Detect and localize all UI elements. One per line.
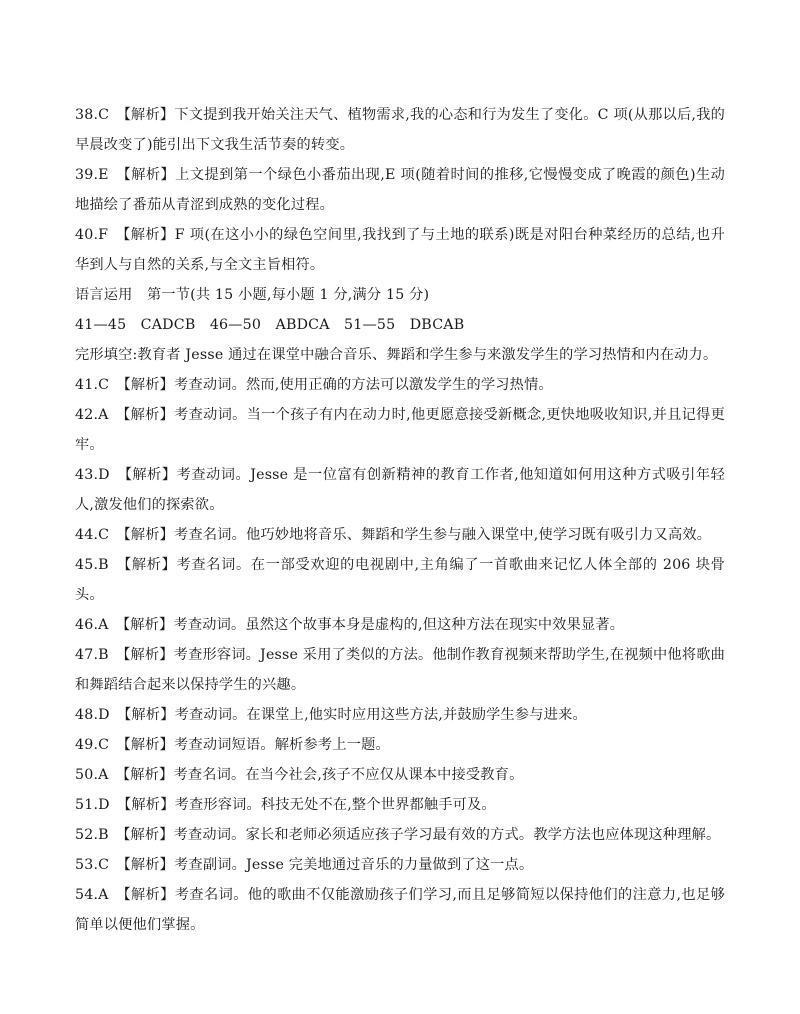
explanation-q38: 38.C 【解析】下文提到我开始关注天气、植物需求,我的心态和行为发生了变化。C 项(从那以后,我的早晨改变了)能引出下文我生活节奏的转变。 <box>75 107 725 153</box>
explanation-q48: 48.D 【解析】考查动词。在课堂上,他实时应用这些方法,并鼓励学生参与进来。 <box>75 707 587 723</box>
explanation-q53: 53.C 【解析】考查副词。Jesse 完美地通过音乐的力量做到了这一点。 <box>75 857 534 873</box>
answer-key-content <box>75 100 725 940</box>
cloze-summary: 完形填空:教育者 Jesse 通过在课堂中融合音乐、舞蹈和学生参与来激发学生的学习热情和内在动力。 <box>75 347 718 363</box>
answer-summary-row: 41—45 CADCB 46—50 ABDCA 51—55 DBCAB <box>75 317 465 333</box>
explanation-q47: 47.B 【解析】考查形容词。Jesse 采用了类似的方法。他制作教育视频来帮助学生,在视频中他将歌曲和舞蹈结合起来以保持学生的兴趣。 <box>75 647 725 693</box>
explanation-q39: 39.E 【解析】上文提到第一个绿色小番茄出现,E 项(随着时间的推移,它慢慢变成了晚霞的颜色)生动地描绘了番茄从青涩到成熟的变化过程。 <box>75 167 725 213</box>
explanation-q52: 52.B 【解析】考查动词。家长和老师必须适应孩子学习最有效的方式。教学方法也应体现这种理解。 <box>75 827 721 843</box>
explanation-q54: 54.A 【解析】考查名词。他的歌曲不仅能激励孩子们学习,而且足够简短以保持他们的注意力,也足够简单以便他们掌握。 <box>75 887 725 933</box>
explanation-q41: 41.C 【解析】考查动词。然而,使用正确的方法可以激发学生的学习热情。 <box>75 377 553 393</box>
explanation-q49: 49.C 【解析】考查动词短语。解析参考上一题。 <box>75 737 390 753</box>
explanation-q46: 46.A 【解析】考查动词。虽然这个故事本身是虚构的,但这种方法在现实中效果显著。 <box>75 617 625 633</box>
explanation-q45: 45.B 【解析】考查名词。在一部受欢迎的电视剧中,主角编了一首歌曲来记忆人体全部的 206 块骨头。 <box>75 557 725 603</box>
explanation-q40: 40.F 【解析】F 项(在这小小的绿色空间里,我找到了与土地的联系)既是对阳台种菜经历的总结,也升华到人与自然的关系,与全文主旨相符。 <box>75 227 725 273</box>
explanation-q42: 42.A 【解析】考查动词。当一个孩子有内在动力时,他更愿意接受新概念,更快地吸收知识,并且记得更牢。 <box>75 407 725 453</box>
explanation-q50: 50.A 【解析】考查名词。在当今社会,孩子不应仅从课本中接受教育。 <box>75 767 524 783</box>
explanation-q51: 51.D 【解析】考查形容词。科技无处不在,整个世界都触手可及。 <box>75 797 496 813</box>
explanation-q44: 44.C 【解析】考查名词。他巧妙地将音乐、舞蹈和学生参与融入课堂中,使学习既有吸引力又高效。 <box>75 527 712 543</box>
explanation-q43: 43.D 【解析】考查动词。Jesse 是一位富有创新精神的教育工作者,他知道如何用这种方式吸引年轻人,激发他们的探索欲。 <box>75 467 725 513</box>
section-heading: 语言运用 第一节(共 15 小题,每小题 1 分,满分 15 分) <box>75 287 430 303</box>
